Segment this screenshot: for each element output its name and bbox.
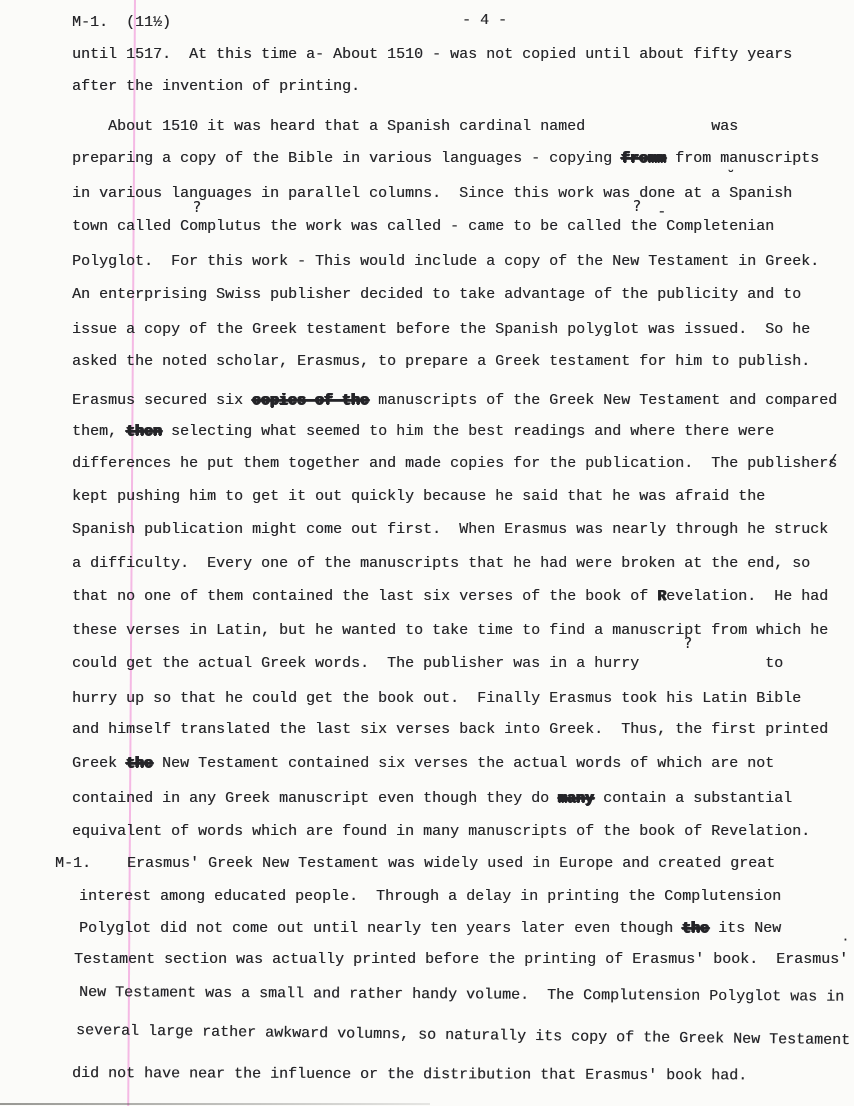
strikeover-text: copies of the bbox=[252, 392, 370, 409]
text-line bbox=[72, 488, 765, 506]
text-line bbox=[72, 555, 810, 573]
annotation-mark: ? bbox=[633, 197, 641, 215]
text-line bbox=[72, 150, 819, 168]
strikeover-text: many bbox=[558, 790, 595, 807]
text-segment: Spanish publication might come out first. When Erasmus was nearly through he struck bbox=[72, 521, 829, 538]
text-line bbox=[72, 185, 792, 203]
text-line bbox=[72, 46, 792, 64]
text-line bbox=[74, 951, 848, 969]
text-line bbox=[72, 790, 792, 808]
text-line bbox=[72, 286, 801, 304]
text-line bbox=[76, 1022, 850, 1050]
text-segment: evelation. He had bbox=[666, 588, 829, 605]
text-line bbox=[72, 690, 801, 708]
text-line bbox=[72, 78, 360, 96]
text-segment: kept pushing him to get it out quickly because he said that he was afraid the bbox=[72, 488, 766, 505]
page-number: - 4 - bbox=[462, 12, 508, 29]
text-segment: town called Complutus the work was called - came to be called the Completenian bbox=[72, 218, 775, 235]
strikeover-text: the bbox=[126, 755, 154, 772]
text-segment: equivalent of words which are found in many manuscripts of the book of Revelation. bbox=[72, 823, 811, 840]
text-line bbox=[72, 622, 828, 640]
strikeover-text: R bbox=[657, 588, 667, 605]
text-line bbox=[72, 588, 828, 606]
text-segment: these verses in Latin, but he wanted to take time to find a manuscript from which he bbox=[72, 622, 829, 639]
text-line bbox=[72, 218, 774, 236]
text-segment: hurry up so that he could get the book out. Finally Erasmus took his Latin Bible bbox=[72, 690, 802, 707]
text-line bbox=[72, 455, 837, 473]
text-segment: manuscripts of the Greek New Testament and compared bbox=[369, 392, 838, 409]
text-segment: contain a substantial bbox=[594, 790, 793, 807]
text-segment: differences he put them together and made copies for the publication. The publisher bbox=[72, 455, 829, 472]
strikeover-text: the bbox=[682, 920, 710, 937]
text-segment: did not have near the influence or the distribution that Erasmus' book had. bbox=[71, 1065, 748, 1085]
text-segment: and himself translated the last six verses back into Greek. Thus, the first printed bbox=[72, 721, 829, 738]
text-segment: from manuscripts bbox=[666, 150, 820, 167]
text-segment: Testament section was actually printed before the printing of Erasmus' book. Erasmus' bbox=[74, 951, 849, 968]
text-segment: a difficulty. Every one of the manuscripts that he had were broken at the end, so bbox=[72, 555, 811, 572]
text-segment: Erasmus secured six bbox=[72, 392, 253, 409]
text-segment: interest among educated people. Through a delay in printing the Complutension bbox=[79, 888, 782, 905]
text-line bbox=[72, 353, 810, 371]
annotation-mark: ˘ bbox=[727, 168, 735, 186]
text-segment: An enterprising Swiss publisher decided to take advantage of the publicity and to bbox=[72, 286, 802, 303]
text-segment: until 1517. At this time a- About 1510 - was not copied until about fifty years bbox=[72, 46, 793, 63]
text-line bbox=[72, 392, 837, 410]
scan-edge-artifact bbox=[0, 1103, 430, 1105]
text-segment: Polyglot did not come out until nearly ten years later even though bbox=[79, 920, 683, 937]
text-line bbox=[72, 655, 783, 673]
text-segment: that no one of them contained the last six verses of the book of bbox=[72, 588, 658, 605]
text-segment: them, bbox=[72, 423, 127, 440]
annotation-mark: ? bbox=[684, 634, 692, 652]
text-segment: several large rather awkward volumns, so naturally its copy of the Greek New Testament bbox=[75, 1022, 851, 1050]
text-segment: New Testament was a small and rather handy volume. The Complutension Polyglot was in bbox=[78, 984, 845, 1006]
text-line bbox=[72, 521, 828, 539]
text-line bbox=[55, 855, 775, 873]
text-segment: after the invention of printing. bbox=[72, 78, 361, 95]
text-line bbox=[79, 984, 844, 1007]
text-line bbox=[72, 823, 810, 841]
annotation-mark: ? bbox=[193, 198, 201, 216]
text-line bbox=[72, 1065, 747, 1085]
annotation-mark: · bbox=[843, 931, 848, 949]
header-left-label: M-1. (11½) bbox=[72, 14, 172, 31]
text-segment: M-1. Erasmus' Greek New Testament was widely used in Europe and created great bbox=[55, 855, 776, 872]
text-line bbox=[72, 321, 810, 339]
text-segment: could get the actual Greek words. The publisher was in a hurry to bbox=[72, 655, 784, 672]
strikeover-text: s / bbox=[828, 455, 837, 473]
text-segment: its New bbox=[709, 920, 782, 937]
text-segment: in various languages in parallel columns. Since this work was done at a Spanish bbox=[72, 185, 793, 202]
text-line bbox=[72, 721, 828, 739]
text-segment: preparing a copy of the Bible in various languages - copying bbox=[72, 150, 622, 167]
annotation-mark: - bbox=[659, 202, 665, 220]
text-line bbox=[79, 888, 781, 906]
text-segment: selecting what seemed to him the best readings and where there were bbox=[162, 423, 775, 440]
strikeover-text: then bbox=[126, 423, 163, 440]
text-segment: About 1510 it was heard that a Spanish cardinal named was bbox=[72, 118, 739, 135]
text-segment: New Testament contained six verses the actual words of which are not bbox=[153, 755, 775, 772]
text-segment: Greek bbox=[72, 755, 127, 772]
text-line bbox=[72, 118, 738, 136]
text-segment: Polyglot. For this work - This would include a copy of the New Testament in Greek. bbox=[72, 253, 820, 270]
text-segment: contained in any Greek manuscript even though they do bbox=[72, 790, 559, 807]
text-line bbox=[72, 423, 774, 441]
text-line bbox=[72, 253, 819, 271]
strikeover-text: fromm bbox=[621, 150, 667, 167]
text-segment: issue a copy of the Greek testament before the Spanish polyglot was issued. So he bbox=[72, 321, 811, 338]
text-line bbox=[72, 755, 774, 773]
text-segment: asked the noted scholar, Erasmus, to prepare a Greek testament for him to publish. bbox=[72, 353, 811, 370]
text-line bbox=[79, 920, 781, 938]
